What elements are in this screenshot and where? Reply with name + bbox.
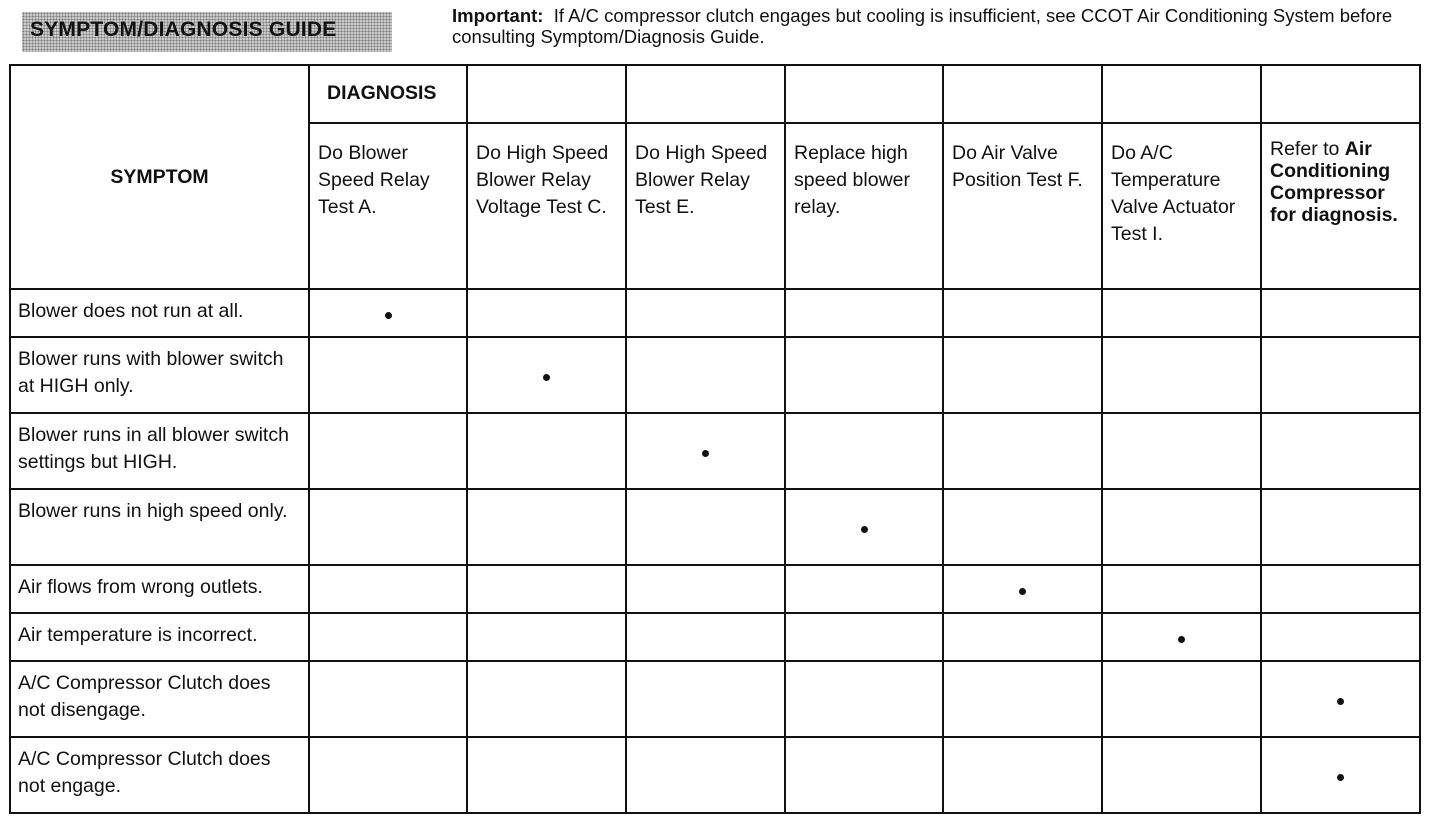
diagnosis-refer-compressor (1261, 123, 1420, 289)
diagnosis-mark-cell (1102, 613, 1261, 661)
diagnosis-mark-cell (1261, 289, 1420, 337)
diagnosis-mark-cell (1261, 413, 1420, 489)
diagnosis-test-e: Do High Speed Blower Relay Test E. (626, 123, 785, 289)
symptom-cell: Air flows from wrong outlets. (10, 565, 309, 613)
diagnosis-mark-cell (626, 489, 785, 565)
diagnosis-mark-cell (467, 661, 626, 737)
diagnosis-mark-cell (785, 413, 943, 489)
table-row (10, 413, 1420, 489)
symptom-cell: A/C Compressor Clutch does not engage. (10, 737, 309, 813)
diagnosis-mark-cell (943, 613, 1102, 661)
diagnosis-mark-cell (1102, 337, 1261, 413)
important-text: If A/C compressor clutch engages but cooling is insufficient, see CCOT Air Conditioning System before consulting Symptom/Diagnosis Guide. (452, 5, 1393, 47)
diagnosis-mark-cell (943, 737, 1102, 813)
diagnosis-mark-cell (1102, 565, 1261, 613)
diagnosis-mark-cell (309, 289, 467, 337)
symptom-cell: Air temperature is incorrect. (10, 613, 309, 661)
header-empty-cell (943, 65, 1102, 123)
diagnosis-mark-cell (785, 289, 943, 337)
diagnosis-mark-cell (467, 489, 626, 565)
diagnosis-mark-cell (943, 337, 1102, 413)
symptom-cell: Blower runs in all blower switch settings but HIGH. (10, 413, 309, 489)
diagnosis-mark-cell (309, 565, 467, 613)
diagnosis-mark-cell (626, 661, 785, 737)
diagnosis-mark-cell (626, 289, 785, 337)
diagnosis-mark-cell (309, 413, 467, 489)
table-row (10, 661, 1420, 737)
diagnosis-mark-cell (467, 289, 626, 337)
diagnosis-mark-cell (1261, 489, 1420, 565)
diagnosis-mark-cell (1102, 661, 1261, 737)
header-empty-cell (1102, 65, 1261, 123)
diagnosis-mark-cell (785, 565, 943, 613)
diagnosis-mark-cell (467, 337, 626, 413)
page-title: SYMPTOM/DIAGNOSIS GUIDE (30, 18, 337, 41)
refer-bold-text: Air Conditioning Compressor for diagnosis. (1270, 138, 1398, 226)
header-row-top (10, 65, 1420, 123)
diagnosis-mark-cell (1261, 613, 1420, 661)
diagnosis-mark-cell (626, 565, 785, 613)
diagnosis-mark-cell (943, 489, 1102, 565)
diagnosis-mark-cell (943, 661, 1102, 737)
header-empty-cell (785, 65, 943, 123)
table-row (10, 337, 1420, 413)
bullet-mark (702, 450, 709, 457)
bullet-mark (1019, 588, 1026, 595)
diagnosis-mark-cell (626, 337, 785, 413)
diagnosis-mark-cell (1261, 737, 1420, 813)
table-row (10, 737, 1420, 813)
refer-prefix: Refer to (1270, 138, 1345, 160)
diagnosis-mark-cell (1102, 489, 1261, 565)
table-row (10, 489, 1420, 565)
diagnosis-mark-cell (943, 289, 1102, 337)
diagnosis-mark-cell (785, 489, 943, 565)
diagnosis-mark-cell (467, 613, 626, 661)
diagnosis-mark-cell (785, 613, 943, 661)
diagnosis-mark-cell (467, 737, 626, 813)
symptom-cell: Blower runs in high speed only. (10, 489, 309, 565)
header-empty-cell (467, 65, 626, 123)
diagnosis-mark-cell (467, 565, 626, 613)
bullet-mark (861, 526, 868, 533)
diagnosis-mark-cell (309, 661, 467, 737)
diagnosis-mark-cell (626, 737, 785, 813)
diagnosis-mark-cell (626, 413, 785, 489)
diagnosis-mark-cell (309, 737, 467, 813)
diagnosis-mark-cell (1261, 565, 1420, 613)
diagnosis-mark-cell (785, 661, 943, 737)
symptom-cell: Blower runs with blower switch at HIGH only. (10, 337, 309, 413)
diagnosis-mark-cell (943, 413, 1102, 489)
bullet-mark (385, 312, 392, 319)
diagnosis-header: DIAGNOSIS (309, 65, 467, 123)
symptom-cell: Blower does not run at all. (10, 289, 309, 337)
diagnosis-mark-cell (1102, 413, 1261, 489)
bullet-mark (1337, 774, 1344, 781)
diagnosis-test-c: Do High Speed Blower Relay Voltage Test C. (467, 123, 626, 289)
symptom-cell: A/C Compressor Clutch does not disengage. (10, 661, 309, 737)
important-note (452, 5, 1427, 47)
diagnosis-test-i: Do A/C Temperature Valve Actuator Test I. (1102, 123, 1261, 289)
diagnosis-mark-cell (785, 737, 943, 813)
bullet-mark (1178, 636, 1185, 643)
diagnosis-test-f: Do Air Valve Position Test F. (943, 123, 1102, 289)
diagnosis-mark-cell (1102, 737, 1261, 813)
diagnosis-mark-cell (309, 613, 467, 661)
diagnosis-mark-cell (943, 565, 1102, 613)
diagnosis-mark-cell (467, 413, 626, 489)
table-row (10, 613, 1420, 661)
table-row (10, 289, 1420, 337)
symptom-column-header: SYMPTOM (10, 65, 309, 289)
diagnosis-mark-cell (309, 337, 467, 413)
header-empty-cell (1261, 65, 1420, 123)
diagnosis-test-a: Do Blower Speed Relay Test A. (309, 123, 467, 289)
diagnosis-mark-cell (1261, 661, 1420, 737)
diagnosis-mark-cell (1261, 337, 1420, 413)
bullet-mark (543, 374, 550, 381)
diagnosis-mark-cell (626, 613, 785, 661)
table-row (10, 565, 1420, 613)
diagnosis-mark-cell (1102, 289, 1261, 337)
header-empty-cell (626, 65, 785, 123)
diagnosis-mark-cell (785, 337, 943, 413)
important-label: Important: (452, 5, 544, 26)
diagnosis-mark-cell (309, 489, 467, 565)
bullet-mark (1337, 698, 1344, 705)
diagnosis-replace-relay: Replace high speed blower relay. (785, 123, 943, 289)
symptom-diagnosis-table (9, 64, 1421, 814)
